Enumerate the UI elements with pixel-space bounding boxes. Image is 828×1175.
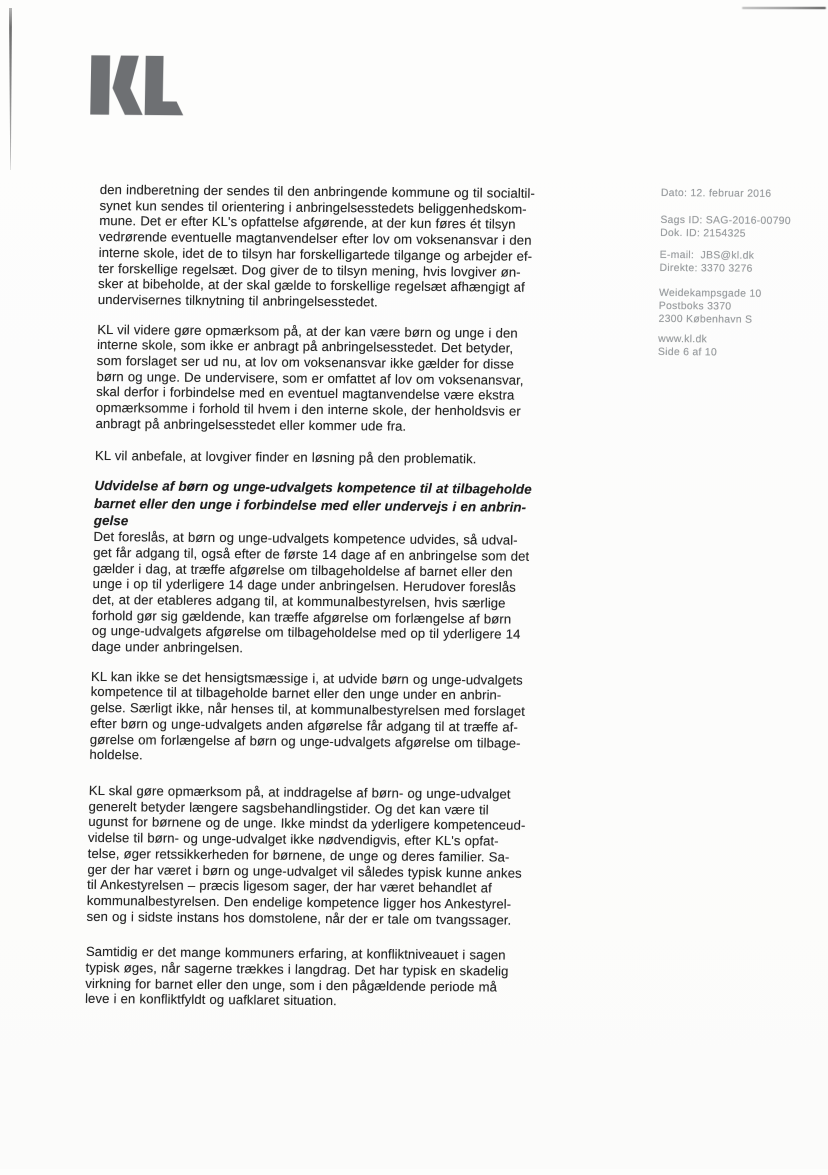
document-meta-sidebar: [658, 188, 811, 361]
meta-group-contact: [659, 250, 809, 277]
body-paragraph: KL kan ikke se det hensigtsmæssige i, at udvide børn og unge-udvalgets kompetence til at tilbageholde barnet eller den unge under en anbrin- gelse. Særligt ikke, når henses til, at kommunalbestyrelsen med forslaget efter børn og unge-udvalgets anden afgørelse får adgang til at træffe af- gørelse om forlængelse af børn og unge-udvalgets afgørelse om tilbage- holdelse.: [89, 668, 526, 763]
meta-sags-id: Sags ID: SAG-2016-00790: [660, 214, 791, 227]
meta-city: 2300 København S: [658, 313, 753, 326]
meta-group-address: [658, 288, 809, 328]
body-paragraph: den indberetning der sendes til den anbringende kommune og til socialtil- synet kun sendes til orientering i anbringelsesstedets beliggenhedskom- mune. Det er efter KL's opfattelse afgørende, at der kun føres ét tilsyn vedrørende eventuelle magtanvendelser efter lov om voksenansvar i den interne skole, idet de to tilsyn har forskelligartede tilgange og arbejder ef- ter forskellige regelsæt. Dog giver de to tilsyn mening, hvis lovgiver øn- sker at bibeholde, at der skal gælde to forskellige regelsæt afhængigt af undervisernes tilknytning til anbringelsesstedet.: [97, 182, 536, 310]
kl-logo-k-stem: [90, 55, 110, 115]
letter-body: [85, 182, 700, 1012]
kl-logo-k-arms: [112, 55, 144, 115]
meta-group-ids: [660, 215, 810, 242]
section-heading: Udvidelse af børn og unge-udvalgets kompetence til at tilbageholde barnet eller den unge i forbindelse med eller undervejs i en anbrin- gelse: [93, 478, 532, 529]
body-paragraph: KL vil anbefale, at lovgiver finder en løsning på den problematik.: [94, 447, 477, 466]
meta-group-web-page: [658, 334, 808, 361]
kl-logo-graphic: [90, 55, 185, 116]
body-paragraph: KL skal gøre opmærksom på, at inddragelse af børn- og unge-udvalget generelt betyder længere sagsbehandlingstider. Og det kan være til ugunst for børnene og de unge. Ikke mindst da yderligere kompetenceud- videlse til børn- og unge-udvalget ikke nødvendigvis, efter KL's opfat- telse, øger retssikkerheden for børnene, de unge og deres familier. Sa- ger der har været i børn og unge-udvalget vil således typisk kunne ankes til Ankestyrelsen – præcis ligesom sager, der har været behandlet af kommunalbestyrelsen. Den endelige kompetence ligger hos Ankestyrel- sen og i sidste instans hos domstolene, når der er tale om tvangssager.: [86, 782, 526, 928]
meta-street: Weidekampsgade 10: [658, 287, 762, 300]
meta-phone: Direkte: 3370 3276: [659, 263, 753, 275]
kl-logo: [90, 55, 185, 116]
kl-logo-l: [145, 56, 185, 116]
meta-website: www.kl.dk: [658, 334, 708, 346]
meta-date: Dato: 12. februar 2016: [660, 187, 772, 200]
meta-email: E-mail: JBS@kl.dk: [659, 250, 755, 263]
meta-group-date: [661, 188, 811, 202]
body-paragraph: KL vil videre gøre opmærksom på, at der kan være børn og unge i den interne skole, som ikke er anbragt på anbringelsesstedet. Det betyder, som forslaget ser ud nu, at lov om voksenansvar ikke gælder for disse børn og unge. De undervisere, som er omfattet af lov om voksenansvar, skal derfor i forbindelse med en eventuel magtanvendelse være ekstra opmærksomme i forhold til hvem i den interne skole, der henholdsvis er anbragt på anbringelsesstedet eller kommer ude fra.: [95, 321, 524, 434]
meta-dok-id: Dok. ID: 2154325: [660, 227, 746, 240]
meta-pobox: Postboks 3370: [658, 300, 732, 313]
body-paragraph: Samtidig er det mange kommuners erfaring, at konfliktniveauet i sagen typisk øges, når sagerne trækkes i langdrag. Det har typisk en skadelig virkning for barnet eller den unge, som i den pågældende periode må leve i en konfliktfyldt og uafklaret situation.: [84, 944, 509, 1009]
meta-page-number: Side 6 af 10: [657, 347, 718, 359]
body-paragraph: Det foreslås, at børn og unge-udvalgets kompetence udvides, så udval- get får adgang til, også efter de første 14 dage af en anbringelse som det gælder i dag, at træffe afgørelse om tilbageholdelse af barnet eller den unge i op til yderligere 14 dage under anbringelsen. Herudover foreslås det, at der etableres adgang til, at kommunalbestyrelsen, hvis særlige forhold gør sig gældende, kan træffe afgørelse om forlængelse af børn og unge-udvalgets afgørelse om tilbageholdelse med op til yderligere 14 dage under anbringelsen.: [91, 529, 530, 656]
